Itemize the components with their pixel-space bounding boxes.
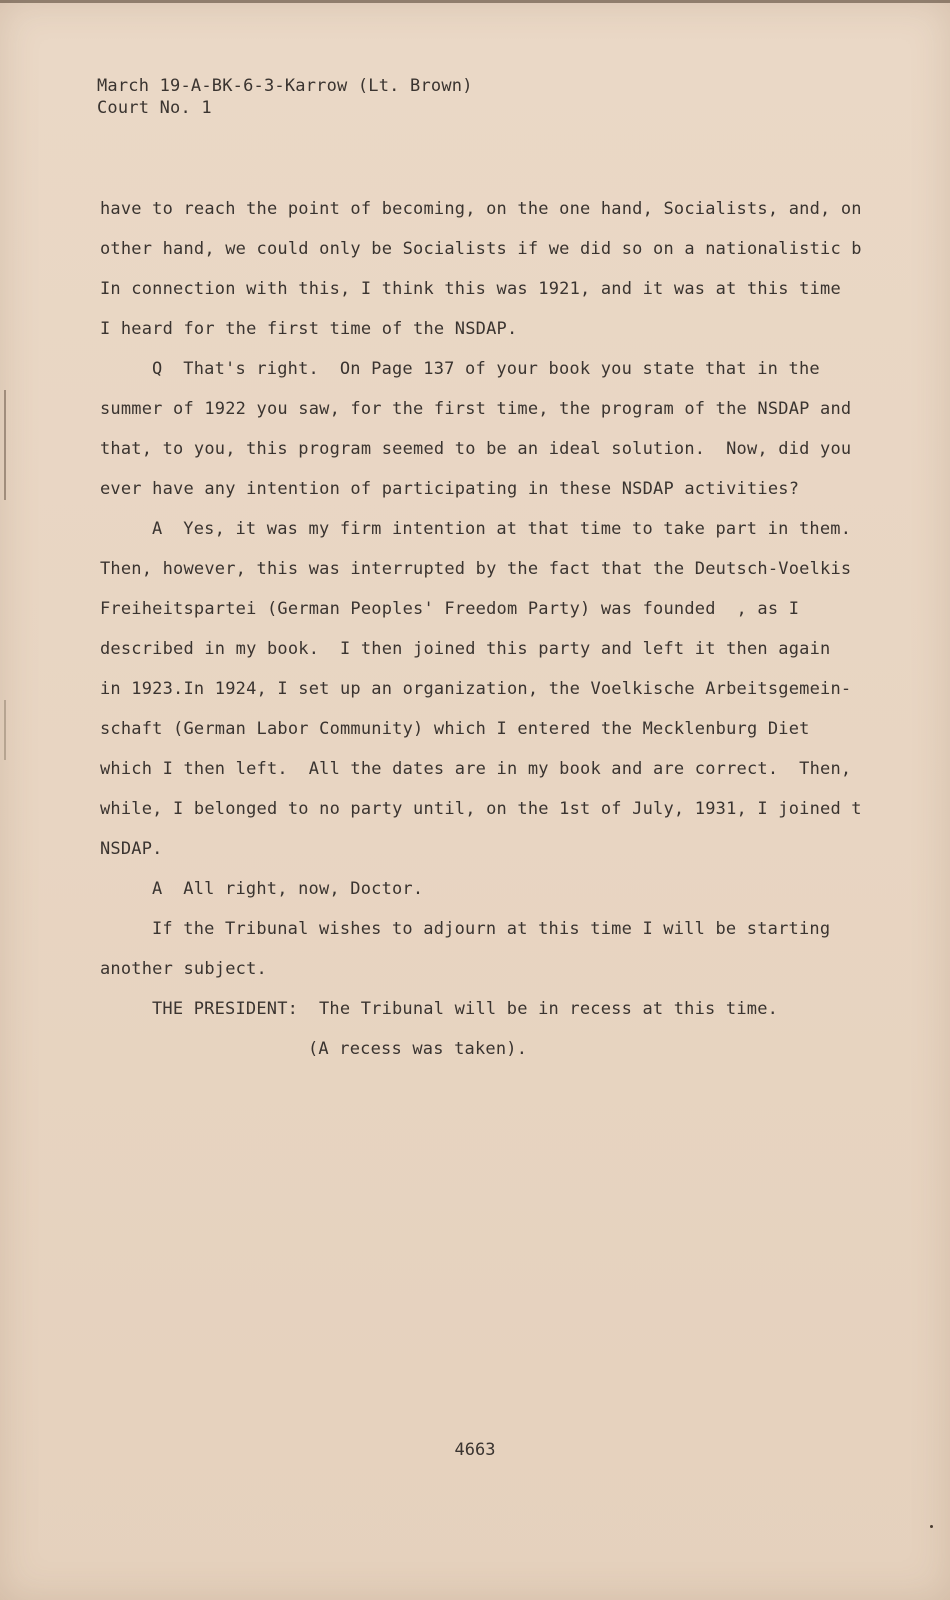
president-statement: THE PRESIDENT: The Tribunal will be in recess at this time. [152,999,779,1019]
transcript-line: ever have any intention of participating in these NSDAP activities? [100,479,800,499]
page-edge-mark-lower [4,700,6,760]
transcript-line: If the Tribunal wishes to adjourn at this time I will be starting [152,919,831,939]
transcript-line: other hand, we could only be Socialists if we did so on a nationalistic b [100,239,862,259]
transcript-line: NSDAP. [100,839,163,859]
transcript-line: another subject. [100,959,267,979]
transcript-question: Q That's right. On Page 137 of your book you state that in the [152,359,820,379]
transcript-line: summer of 1922 you saw, for the first time, the program of the NSDAP and [100,399,852,419]
transcript-answer: A All right, now, Doctor. [152,879,424,899]
transcript-line: Then, however, this was interrupted by the fact that the Deutsch-Voelkis [100,559,852,579]
transcript-line: while, I belonged to no party until, on the 1st of July, 1931, I joined t [100,799,862,819]
transcript-line: in 1923.In 1924, I set up an organization, the Voelkische Arbeitsgemein- [100,679,852,699]
transcript-line: In connection with this, I think this was 1921, and it was at this time [100,279,841,299]
document-header-court: Court No. 1 [97,98,212,118]
transcript-line: have to reach the point of becoming, on the one hand, Socialists, and, on [100,199,862,219]
recess-note: (A recess was taken). [308,1039,528,1059]
transcript-line: I heard for the first time of the NSDAP. [100,319,518,339]
transcript-line: which I then left. All the dates are in my book and are correct. Then, [100,759,852,779]
transcript-line: described in my book. I then joined this party and left it then again [100,639,831,659]
document-header-title: March 19-A-BK-6-3-Karrow (Lt. Brown) [97,76,473,96]
transcript-line: Freiheitspartei (German Peoples' Freedom Party) was founded , as I [100,599,800,619]
page-number: 4663 [454,1440,496,1460]
page-edge-mark [4,390,6,500]
transcript-line: that, to you, this program seemed to be an ideal solution. Now, did you [100,439,852,459]
paper-speck [930,1525,933,1528]
transcript-answer: A Yes, it was my firm intention at that time to take part in them. [152,519,852,539]
transcript-line: schaft (German Labor Community) which I entered the Mecklenburg Diet [100,719,810,739]
